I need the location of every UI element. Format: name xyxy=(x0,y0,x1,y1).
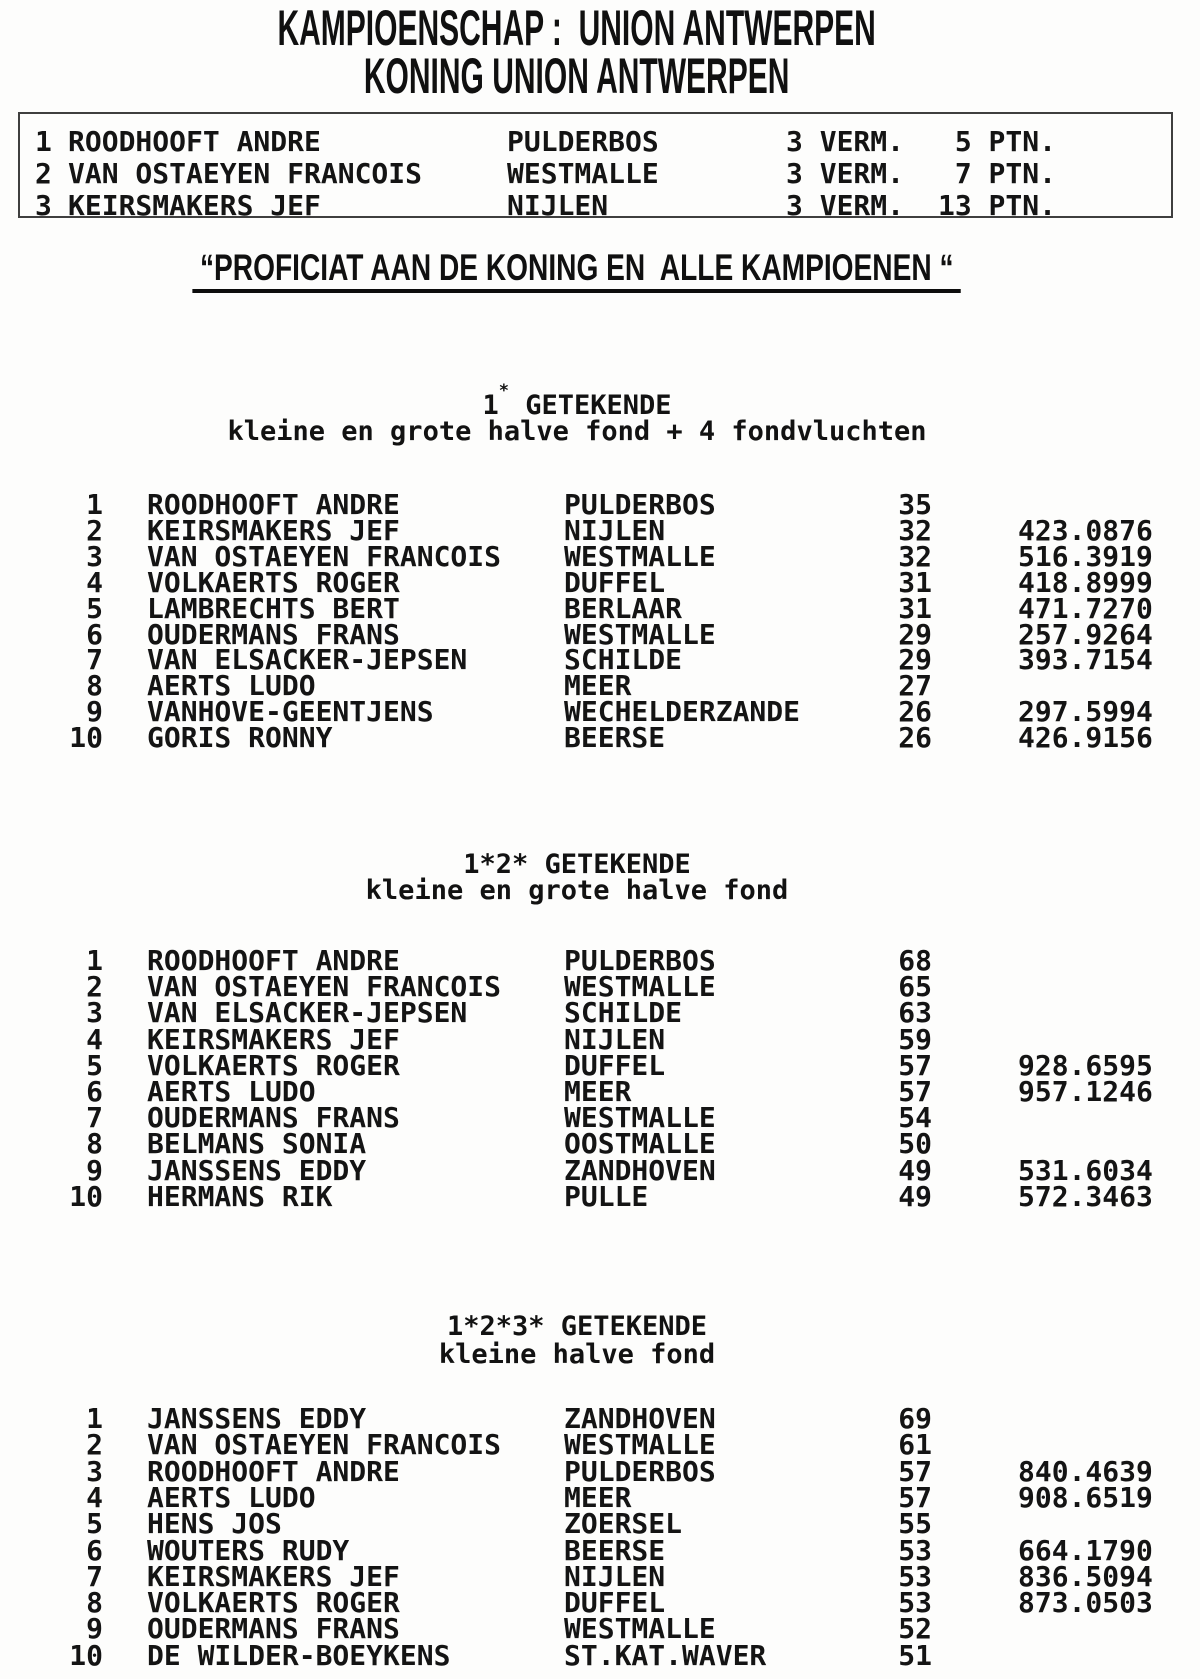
score-cell: 31 xyxy=(898,591,932,625)
coef-cell: 908.6519 xyxy=(1018,1480,1153,1514)
name-cell: WOUTERS RUDY xyxy=(147,1533,350,1567)
name-cell: ROODHOOFT ANDRE xyxy=(147,1454,400,1488)
score-cell: 57 xyxy=(898,1048,932,1082)
place-cell: ZOERSEL xyxy=(564,1507,683,1541)
place-cell: PULDERBOS xyxy=(564,488,716,521)
name-cell: HENS JOS xyxy=(147,1507,282,1541)
ptn-cell: 13 PTN. xyxy=(937,189,1056,222)
section-1-subtitle: kleine en grote halve fond + 4 fondvluchten xyxy=(227,416,927,447)
score-cell: 29 xyxy=(898,643,932,677)
rank-cell: 4 xyxy=(86,565,103,599)
doc-title-line2 xyxy=(0,48,1154,104)
name-cell: AERTS LUDO xyxy=(147,669,316,703)
coef-cell: 840.4639 xyxy=(1018,1454,1153,1488)
name-cell: KEIRSMAKERS JEF xyxy=(147,1022,400,1056)
name-cell: OUDERMANS FRANS xyxy=(147,1101,400,1135)
score-cell: 35 xyxy=(898,488,932,521)
king-box xyxy=(18,112,1173,222)
score-cell: 29 xyxy=(898,617,932,651)
place-cell: WECHELDERZANDE xyxy=(564,695,801,729)
coef-cell: 423.0876 xyxy=(1018,513,1153,547)
place-cell: DUFFEL xyxy=(564,565,666,599)
place-cell: DUFFEL xyxy=(564,1048,666,1082)
coef-cell: 426.9156 xyxy=(1018,721,1153,755)
rank-cell: 1 xyxy=(86,944,103,977)
score-cell: 50 xyxy=(898,1127,932,1161)
rank-cell: 3 xyxy=(86,1454,103,1488)
rank-cell: 8 xyxy=(86,1586,103,1620)
place-cell: MEER xyxy=(564,669,632,703)
doc-title-line2-text: KONING UNION ANTWERPEN xyxy=(364,48,790,104)
coef-cell: 471.7270 xyxy=(1018,591,1153,625)
name-cell: OUDERMANS FRANS xyxy=(147,617,400,651)
coef-cell: 957.1246 xyxy=(1018,1075,1153,1108)
place-cell: WESTMALLE xyxy=(564,1428,716,1462)
score-cell: 26 xyxy=(898,695,932,729)
score-cell: 32 xyxy=(898,513,932,547)
rank-cell: 6 xyxy=(86,1533,103,1567)
place-cell: WESTMALLE xyxy=(564,1101,716,1135)
name-cell: JANSSENS EDDY xyxy=(147,1402,367,1435)
score-cell: 59 xyxy=(898,1022,932,1056)
place-cell: SCHILDE xyxy=(564,643,683,677)
score-cell: 68 xyxy=(898,944,932,977)
king-box-row xyxy=(20,125,1200,158)
name-cell: ROODHOOFT ANDRE xyxy=(147,944,400,977)
coef-cell: 516.3919 xyxy=(1018,539,1153,573)
result-row xyxy=(0,1179,1200,1213)
rank-cell: 9 xyxy=(86,695,103,729)
place-cell: ZANDHOVEN xyxy=(564,1402,716,1435)
section-1-heading-base: 1 xyxy=(482,390,499,421)
rank-cell: 1 xyxy=(86,488,103,521)
verm-cell: 3 VERM. xyxy=(786,125,905,158)
name-cell: VAN OSTAEYEN FRANCOIS xyxy=(147,1428,502,1462)
place-cell: BEERSE xyxy=(564,721,666,755)
doc-title-line1 xyxy=(0,0,1154,56)
rank-cell: 7 xyxy=(86,643,103,677)
coef-cell: 297.5994 xyxy=(1018,695,1153,729)
score-cell: 53 xyxy=(898,1559,932,1593)
name-cell: KEIRSMAKERS JEF xyxy=(147,513,400,547)
congrats-text: “PROFICIAT AAN DE KONING EN ALLE KAMPIOENEN “ xyxy=(193,248,962,293)
name-cell: VOLKAERTS ROGER xyxy=(147,565,400,599)
rank-cell: 5 xyxy=(86,591,103,625)
place-cell: BERLAAR xyxy=(564,591,683,625)
score-cell: 51 xyxy=(898,1638,932,1672)
place-cell: MEER xyxy=(564,1075,632,1108)
verm-cell: 3 VERM. xyxy=(786,157,905,190)
king-box-row xyxy=(20,189,1200,222)
section-2-heading xyxy=(0,845,1154,878)
result-row xyxy=(0,721,1200,755)
score-cell: 49 xyxy=(898,1179,932,1213)
coef-cell: 531.6034 xyxy=(1018,1153,1153,1187)
coef-cell: 873.0503 xyxy=(1018,1586,1153,1620)
name-cell: JANSSENS EDDY xyxy=(147,1153,367,1187)
name-cell: VANHOVE-GEENTJENS xyxy=(147,695,434,729)
section-2-subtitle: kleine en grote halve fond xyxy=(365,875,789,906)
score-cell: 65 xyxy=(898,970,932,1004)
rank-cell: 8 xyxy=(86,669,103,703)
place-cell: WESTMALLE xyxy=(564,1612,716,1646)
section-3-heading xyxy=(0,1307,1154,1340)
score-cell: 57 xyxy=(898,1454,932,1488)
coef-cell: 418.8999 xyxy=(1018,565,1153,599)
score-cell: 69 xyxy=(898,1402,932,1435)
score-cell: 63 xyxy=(898,996,932,1030)
congrats-banner xyxy=(0,248,1154,293)
rank-cell: 2 xyxy=(86,970,103,1004)
rank-cell: 2 xyxy=(35,157,52,190)
rank-cell: 3 xyxy=(86,996,103,1030)
coef-cell: 257.9264 xyxy=(1018,617,1153,651)
coef-cell: 572.3463 xyxy=(1018,1179,1153,1213)
rank-cell: 5 xyxy=(86,1507,103,1541)
rank-cell: 7 xyxy=(86,1101,103,1135)
score-cell: 57 xyxy=(898,1480,932,1514)
score-cell: 54 xyxy=(898,1101,932,1135)
score-cell: 49 xyxy=(898,1153,932,1187)
rank-cell: 4 xyxy=(86,1022,103,1056)
place-cell: WESTMALLE xyxy=(564,539,716,573)
king-box-row xyxy=(20,157,1200,190)
rank-cell: 6 xyxy=(86,1075,103,1108)
rank-cell: 2 xyxy=(86,1428,103,1462)
name-cell: VAN ELSACKER-JEPSEN xyxy=(147,643,468,677)
name-cell: ROODHOOFT ANDRE xyxy=(147,488,400,521)
rank-cell: 10 xyxy=(69,1179,103,1213)
name-cell: HERMANS RIK xyxy=(147,1179,333,1213)
place-cell: PULDERBOS xyxy=(564,1454,716,1488)
section-1-heading-rest: GETEKENDE xyxy=(508,390,672,421)
section-3-heading-base: 1*2*3* GETEKENDE xyxy=(446,1311,708,1342)
place-cell: PULDERBOS xyxy=(507,125,659,158)
section-3-subtitle: kleine halve fond xyxy=(438,1339,716,1370)
coef-cell: 928.6595 xyxy=(1018,1048,1153,1082)
score-cell: 57 xyxy=(898,1075,932,1108)
place-cell: WESTMALLE xyxy=(564,970,716,1004)
ptn-cell: 5 PTN. xyxy=(954,125,1056,158)
score-cell: 52 xyxy=(898,1612,932,1646)
place-cell: NIJLEN xyxy=(564,1559,666,1593)
name-cell: GORIS RONNY xyxy=(147,721,333,755)
rank-cell: 8 xyxy=(86,1127,103,1161)
name-cell: OUDERMANS FRANS xyxy=(147,1612,400,1646)
ptn-cell: 7 PTN. xyxy=(954,157,1056,190)
place-cell: WESTMALLE xyxy=(507,157,659,190)
name-cell: LAMBRECHTS BERT xyxy=(147,591,400,625)
coef-cell: 836.5094 xyxy=(1018,1559,1153,1593)
score-cell: 61 xyxy=(898,1428,932,1462)
name-cell: VAN OSTAEYEN FRANCOIS xyxy=(147,970,502,1004)
score-cell: 53 xyxy=(898,1533,932,1567)
rank-cell: 6 xyxy=(86,617,103,651)
score-cell: 31 xyxy=(898,565,932,599)
rank-cell: 1 xyxy=(35,125,52,158)
rank-cell: 1 xyxy=(86,1402,103,1435)
section-1-heading-sup: * xyxy=(498,381,509,401)
name-cell: AERTS LUDO xyxy=(147,1480,316,1514)
name-cell: VOLKAERTS ROGER xyxy=(147,1048,400,1082)
place-cell: PULDERBOS xyxy=(564,944,716,977)
rank-cell: 10 xyxy=(69,1638,103,1672)
rank-cell: 3 xyxy=(86,539,103,573)
name-cell: VAN ELSACKER-JEPSEN xyxy=(147,996,468,1030)
coef-cell: 393.7154 xyxy=(1018,643,1153,677)
result-row xyxy=(0,1638,1200,1672)
place-cell: NIJLEN xyxy=(507,189,609,222)
coef-cell: 664.1790 xyxy=(1018,1533,1153,1567)
rank-cell: 7 xyxy=(86,1559,103,1593)
rank-cell: 3 xyxy=(35,189,52,222)
score-cell: 26 xyxy=(898,721,932,755)
place-cell: DUFFEL xyxy=(564,1586,666,1620)
doc-title-line1-text: KAMPIOENSCHAP : UNION ANTWERPEN xyxy=(277,0,877,56)
name-cell: ROODHOOFT ANDRE xyxy=(68,125,321,158)
place-cell: PULLE xyxy=(564,1179,649,1213)
name-cell: DE WILDER-BOEYKENS xyxy=(147,1638,451,1672)
rank-cell: 9 xyxy=(86,1612,103,1646)
place-cell: ZANDHOVEN xyxy=(564,1153,716,1187)
rank-cell: 4 xyxy=(86,1480,103,1514)
verm-cell: 3 VERM. xyxy=(786,189,905,222)
place-cell: MEER xyxy=(564,1480,632,1514)
place-cell: BEERSE xyxy=(564,1533,666,1567)
place-cell: ST.KAT.WAVER xyxy=(564,1638,767,1672)
place-cell: NIJLEN xyxy=(564,513,666,547)
score-cell: 32 xyxy=(898,539,932,573)
section-1-heading xyxy=(0,381,1154,421)
name-cell: KEIRSMAKERS JEF xyxy=(147,1559,400,1593)
name-cell: KEIRSMAKERS JEF xyxy=(68,189,321,222)
rank-cell: 9 xyxy=(86,1153,103,1187)
name-cell: VOLKAERTS ROGER xyxy=(147,1586,400,1620)
name-cell: BELMANS SONIA xyxy=(147,1127,367,1161)
name-cell: VAN OSTAEYEN FRANCOIS xyxy=(147,539,502,573)
rank-cell: 10 xyxy=(69,721,103,755)
name-cell: AERTS LUDO xyxy=(147,1075,316,1108)
place-cell: NIJLEN xyxy=(564,1022,666,1056)
rank-cell: 2 xyxy=(86,513,103,547)
section-2-heading-base: 1*2* GETEKENDE xyxy=(463,849,691,880)
score-cell: 53 xyxy=(898,1586,932,1620)
score-cell: 27 xyxy=(898,669,932,703)
place-cell: SCHILDE xyxy=(564,996,683,1030)
score-cell: 55 xyxy=(898,1507,932,1541)
rank-cell: 5 xyxy=(86,1048,103,1082)
place-cell: OOSTMALLE xyxy=(564,1127,716,1161)
name-cell: VAN OSTAEYEN FRANCOIS xyxy=(68,157,423,190)
place-cell: WESTMALLE xyxy=(564,617,716,651)
